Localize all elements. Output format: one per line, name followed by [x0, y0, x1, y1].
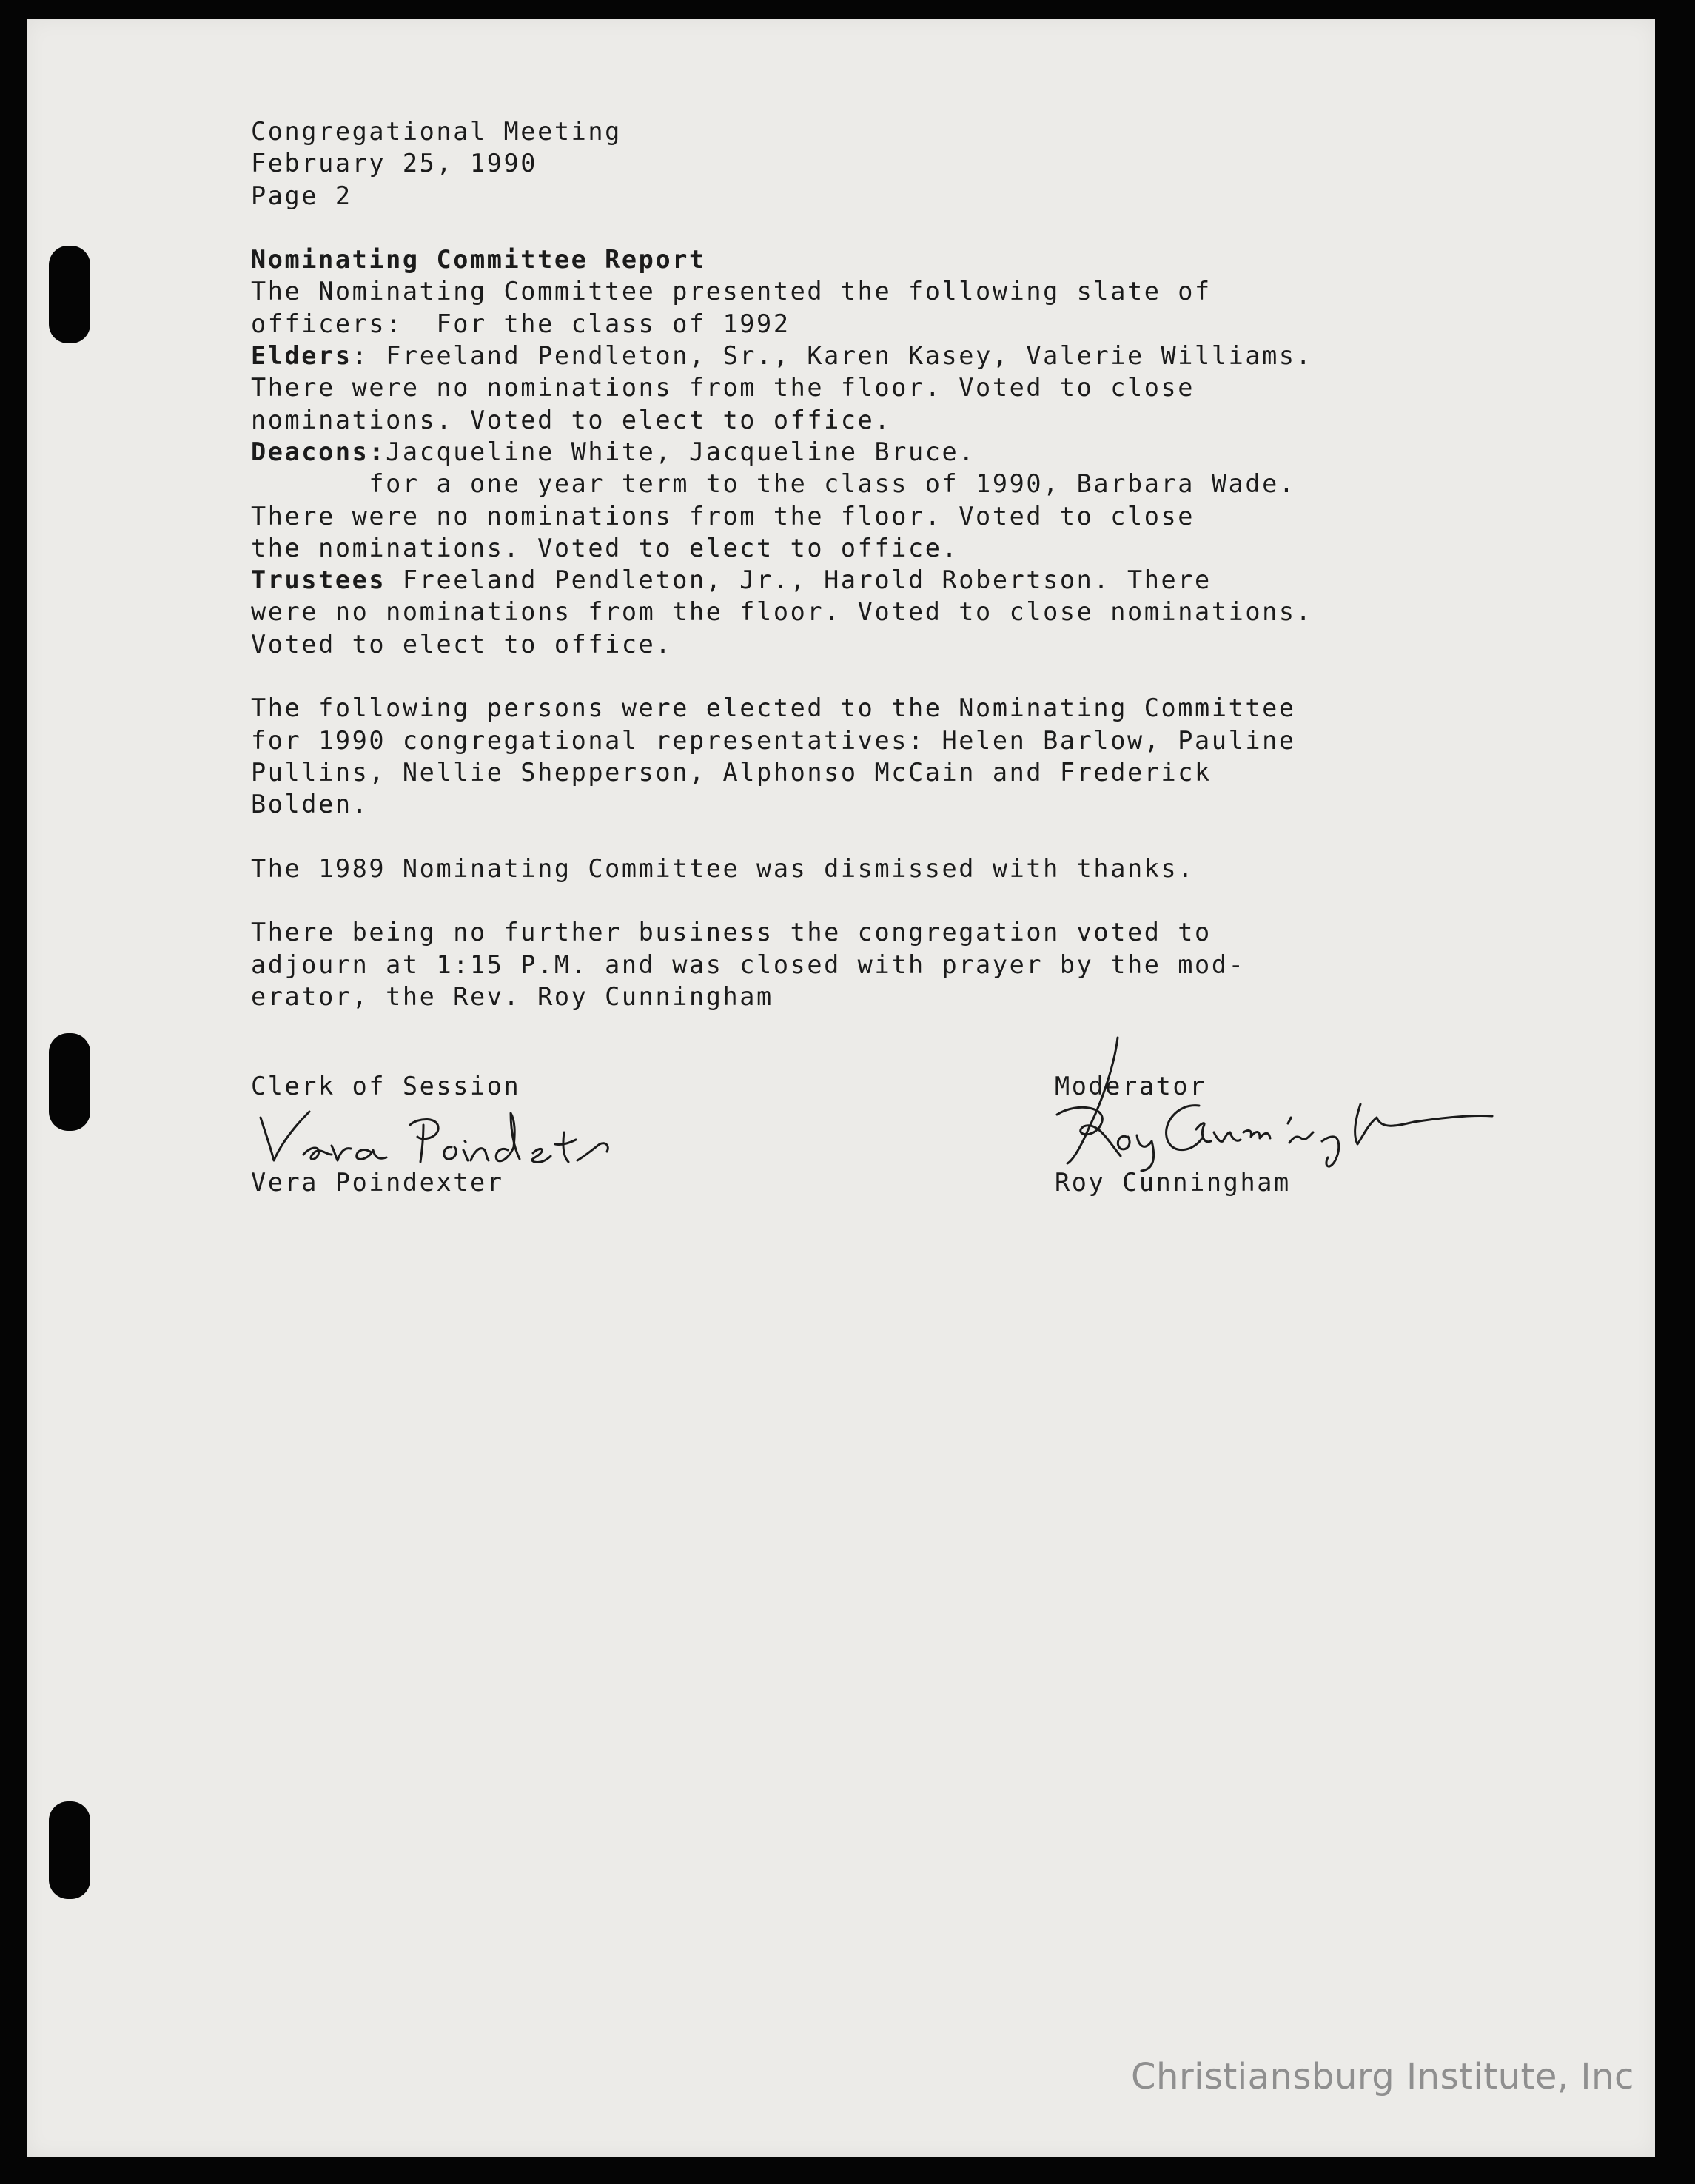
watermark: Christiansburg Institute, Inc — [1131, 2056, 1634, 2097]
moderator-name: Roy Cunningham — [1055, 1168, 1291, 1197]
moderator-signature — [1029, 1033, 1503, 1174]
elders-line — [251, 340, 1472, 372]
clerk-name: Vera Poindexter — [251, 1168, 504, 1197]
trustees-label: Trustees — [251, 565, 386, 595]
committee-line-1: The following persons were elected to the Nominating Committee — [251, 693, 1296, 723]
deacons-names: Jacqueline White, Jacqueline Bruce. — [386, 437, 976, 466]
committee-line-2: for 1990 congregational representatives: Helen Barlow, Pauline — [251, 725, 1296, 755]
punch-hole-top — [49, 246, 90, 343]
elders-label: Elders — [251, 341, 352, 371]
trustees-note-2: Voted to elect to office. — [251, 629, 673, 659]
closing-line-1: There being no further business the congregation voted to — [251, 918, 1212, 947]
header-title: Congregational Meeting — [251, 117, 622, 146]
committee-line-4: Bolden. — [251, 790, 369, 819]
elders-names: : Freeland Pendleton, Sr., Karen Kasey, Valerie Williams. — [352, 341, 1313, 371]
closing-line-3: erator, the Rev. Roy Cunningham — [251, 982, 773, 1012]
deacons-line — [251, 436, 1472, 468]
header-page: Page 2 — [251, 181, 352, 210]
report-heading: Nominating Committee Report — [251, 245, 706, 275]
punch-hole-middle — [49, 1033, 90, 1131]
moderator-title: Moderator — [1055, 1072, 1206, 1101]
deacons-label: Deacons: — [251, 437, 386, 466]
clerk-signature — [252, 1103, 637, 1168]
elders-note-1: There were no nominations from the floor. Voted to close — [251, 373, 1195, 403]
clerk-title: Clerk of Session — [251, 1072, 521, 1101]
report-intro-2: officers: For the class of 1992 — [251, 309, 791, 338]
dismissal-line: The 1989 Nominating Committee was dismissed with thanks. — [251, 853, 1195, 883]
trustees-names: Freeland Pendleton, Jr., Harold Robertson. There — [386, 565, 1212, 595]
deacons-extra: for a one year term to the class of 1990, Barbara Wade. — [251, 469, 1296, 499]
closing-line-2: adjourn at 1:15 P.M. and was closed with prayer by the mod- — [251, 950, 1246, 979]
deacons-note-1: There were no nominations from the floor. Voted to close — [251, 501, 1195, 531]
punch-hole-bottom — [49, 1801, 90, 1899]
trustees-line — [251, 564, 1472, 596]
committee-line-3: Pullins, Nellie Shepperson, Alphonso McCain and Frederick — [251, 757, 1212, 787]
trustees-note-1: were no nominations from the floor. Voted to close nominations. — [251, 597, 1313, 627]
elders-note-2: nominations. Voted to elect to office. — [251, 405, 892, 434]
deacons-note-2: the nominations. Voted to elect to office. — [251, 533, 959, 562]
document-body — [251, 115, 1472, 1012]
report-intro-1: The Nominating Committee presented the following slate of — [251, 277, 1212, 306]
header-date: February 25, 1990 — [251, 149, 538, 178]
